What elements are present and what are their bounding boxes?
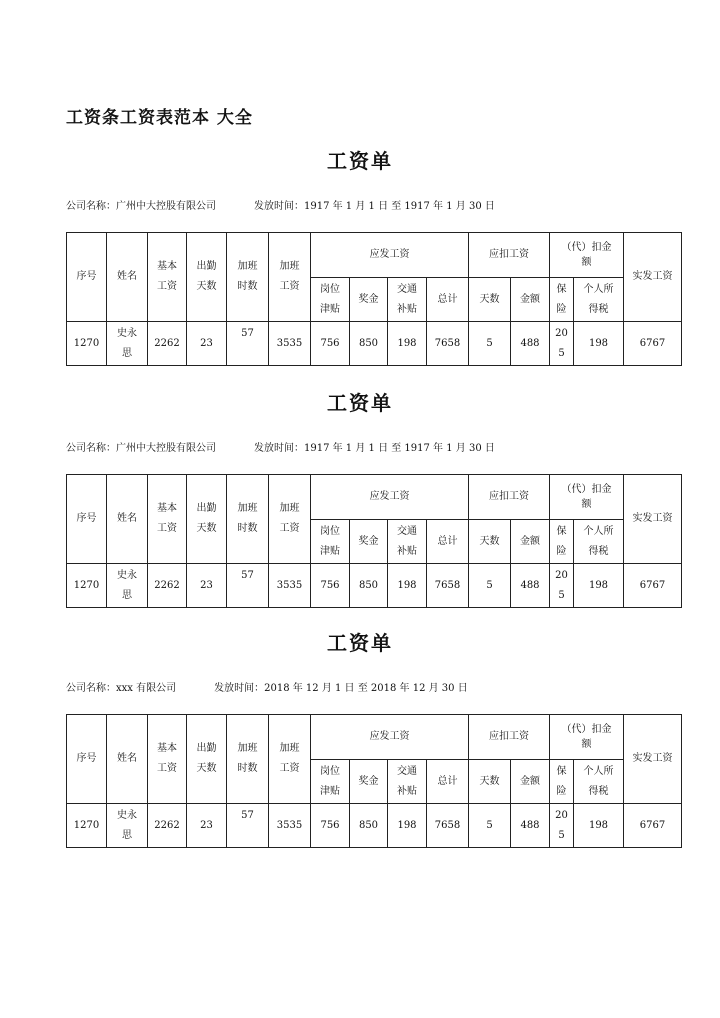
table-row — [67, 804, 682, 848]
cell-overtime-hours: 57 — [227, 322, 269, 366]
header-attendance-days: 出勤 天数 — [187, 475, 227, 564]
cell-net-pay: 6767 — [624, 322, 682, 366]
payslip-meta — [66, 439, 495, 454]
cell-income-tax: 198 — [574, 804, 624, 848]
company-name: 广州中大控股有限公司 — [116, 201, 216, 212]
header-seq: 序号 — [67, 715, 107, 804]
header-seq: 序号 — [67, 475, 107, 564]
cell-bonus: 850 — [350, 564, 388, 608]
header-overtime-pay: 加班 工资 — [269, 715, 311, 804]
header-net-pay: 实发工资 — [624, 715, 682, 804]
header-insurance: 保 险 — [550, 760, 574, 804]
header-payable: 应发工资 — [311, 715, 469, 760]
payslip-title: 工资单 — [327, 149, 393, 173]
header-deduct-days: 天数 — [469, 520, 511, 564]
header-bonus: 奖金 — [350, 520, 388, 564]
pay-period: 1917 年 1 月 1 日 至 1917 年 1 月 30 日 — [304, 201, 495, 212]
header-total: 总计 — [427, 520, 469, 564]
header-deduct-days: 天数 — [469, 760, 511, 804]
header-withheld: （代）扣金 额 — [550, 475, 624, 520]
cell-overtime-pay: 3535 — [269, 804, 311, 848]
cell-deduct-days: 5 — [469, 564, 511, 608]
payslip-meta — [66, 197, 495, 212]
cell-transport: 198 — [388, 804, 427, 848]
cell-income-tax: 198 — [574, 322, 624, 366]
cell-bonus: 850 — [350, 804, 388, 848]
cell-base-salary: 2262 — [148, 804, 187, 848]
payslip-title: 工资单 — [327, 391, 393, 415]
cell-overtime-pay: 3535 — [269, 564, 311, 608]
cell-transport: 198 — [388, 322, 427, 366]
cell-post-allowance: 756 — [311, 804, 350, 848]
header-base-salary: 基本 工资 — [148, 475, 187, 564]
cell-total: 7658 — [427, 564, 469, 608]
document-title: 工资条工资表范本 大全 — [66, 108, 253, 128]
payslip-table — [66, 714, 682, 848]
cell-seq: 1270 — [67, 564, 107, 608]
header-withheld: （代）扣金 额 — [550, 233, 624, 278]
header-deductions: 应扣工资 — [469, 715, 550, 760]
header-withheld: （代）扣金 额 — [550, 715, 624, 760]
pay-period: 1917 年 1 月 1 日 至 1917 年 1 月 30 日 — [304, 443, 495, 454]
date-label: 发放时间： — [254, 443, 304, 454]
cell-income-tax: 198 — [574, 564, 624, 608]
header-total: 总计 — [427, 278, 469, 322]
cell-name: 史永 思 — [107, 322, 148, 366]
header-bonus: 奖金 — [350, 760, 388, 804]
cell-deduct-amount: 488 — [511, 322, 550, 366]
header-transport: 交通 补贴 — [388, 520, 427, 564]
header-post-allowance: 岗位 津贴 — [311, 760, 350, 804]
date-label: 发放时间： — [254, 201, 304, 212]
cell-total: 7658 — [427, 322, 469, 366]
header-deduct-amount: 金额 — [511, 760, 550, 804]
cell-post-allowance: 756 — [311, 322, 350, 366]
cell-insurance: 20 5 — [550, 804, 574, 848]
header-income-tax: 个人所 得税 — [574, 278, 624, 322]
cell-base-salary: 2262 — [148, 564, 187, 608]
header-name: 姓名 — [107, 715, 148, 804]
header-deductions: 应扣工资 — [469, 475, 550, 520]
header-attendance-days: 出勤 天数 — [187, 715, 227, 804]
header-base-salary: 基本 工资 — [148, 233, 187, 322]
cell-name: 史永 思 — [107, 564, 148, 608]
cell-net-pay: 6767 — [624, 804, 682, 848]
header-overtime-pay: 加班 工资 — [269, 475, 311, 564]
cell-name: 史永 思 — [107, 804, 148, 848]
header-base-salary: 基本 工资 — [148, 715, 187, 804]
cell-attendance: 23 — [187, 804, 227, 848]
header-insurance: 保 险 — [550, 520, 574, 564]
payslip-table — [66, 232, 682, 366]
header-name: 姓名 — [107, 475, 148, 564]
cell-bonus: 850 — [350, 322, 388, 366]
header-post-allowance: 岗位 津贴 — [311, 278, 350, 322]
header-deduct-days: 天数 — [469, 278, 511, 322]
header-payable: 应发工资 — [311, 233, 469, 278]
company-label: 公司名称： — [66, 443, 116, 454]
table-row — [67, 322, 682, 366]
cell-transport: 198 — [388, 564, 427, 608]
header-transport: 交通 补贴 — [388, 278, 427, 322]
header-transport: 交通 补贴 — [388, 760, 427, 804]
header-overtime-pay: 加班 工资 — [269, 233, 311, 322]
header-attendance-days: 出勤 天数 — [187, 233, 227, 322]
header-deductions: 应扣工资 — [469, 233, 550, 278]
date-label: 发放时间： — [214, 683, 265, 694]
cell-deduct-days: 5 — [469, 804, 511, 848]
pay-period: 2018 年 12 月 1 日 至 2018 年 12 月 30 日 — [264, 683, 468, 694]
company-label: 公司名称： — [66, 201, 116, 212]
header-total: 总计 — [427, 760, 469, 804]
cell-attendance: 23 — [187, 322, 227, 366]
cell-deduct-days: 5 — [469, 322, 511, 366]
header-net-pay: 实发工资 — [624, 233, 682, 322]
header-net-pay: 实发工资 — [624, 475, 682, 564]
cell-overtime-hours: 57 — [227, 804, 269, 848]
cell-seq: 1270 — [67, 322, 107, 366]
header-name: 姓名 — [107, 233, 148, 322]
cell-insurance: 20 5 — [550, 322, 574, 366]
cell-attendance: 23 — [187, 564, 227, 608]
header-overtime-hours: 加班 时数 — [227, 233, 269, 322]
header-deduct-amount: 金额 — [511, 520, 550, 564]
cell-net-pay: 6767 — [624, 564, 682, 608]
payslip-meta — [66, 679, 468, 694]
cell-total: 7658 — [427, 804, 469, 848]
cell-seq: 1270 — [67, 804, 107, 848]
company-name: xxx 有限公司 — [116, 683, 177, 694]
header-deduct-amount: 金额 — [511, 278, 550, 322]
header-income-tax: 个人所 得税 — [574, 760, 624, 804]
header-overtime-hours: 加班 时数 — [227, 475, 269, 564]
table-row — [67, 564, 682, 608]
header-post-allowance: 岗位 津贴 — [311, 520, 350, 564]
header-seq: 序号 — [67, 233, 107, 322]
company-name: 广州中大控股有限公司 — [116, 443, 216, 454]
header-bonus: 奖金 — [350, 278, 388, 322]
cell-base-salary: 2262 — [148, 322, 187, 366]
payslip-title: 工资单 — [327, 631, 393, 655]
header-payable: 应发工资 — [311, 475, 469, 520]
cell-deduct-amount: 488 — [511, 804, 550, 848]
payslip-table — [66, 474, 682, 608]
cell-overtime-hours: 57 — [227, 564, 269, 608]
cell-insurance: 20 5 — [550, 564, 574, 608]
cell-overtime-pay: 3535 — [269, 322, 311, 366]
company-label: 公司名称： — [66, 683, 116, 694]
cell-post-allowance: 756 — [311, 564, 350, 608]
header-overtime-hours: 加班 时数 — [227, 715, 269, 804]
header-insurance: 保 险 — [550, 278, 574, 322]
header-income-tax: 个人所 得税 — [574, 520, 624, 564]
cell-deduct-amount: 488 — [511, 564, 550, 608]
